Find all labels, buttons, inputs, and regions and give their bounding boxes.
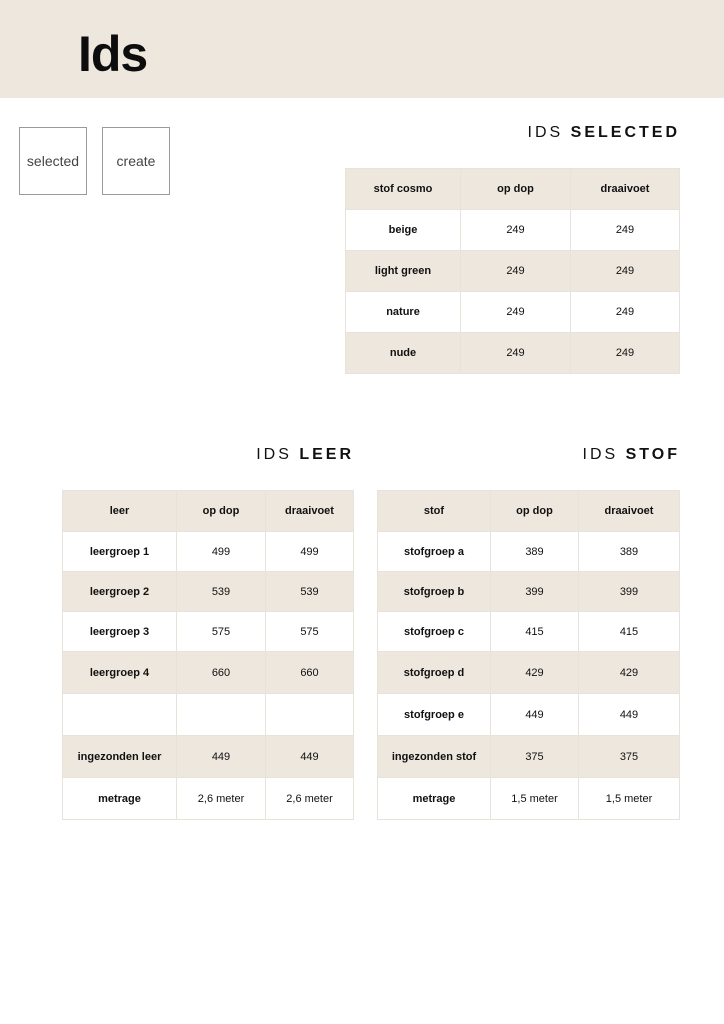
row-label: nude	[346, 333, 461, 374]
row-label: metrage	[378, 778, 491, 820]
cell-value: 389	[491, 532, 579, 572]
cell-value: 249	[571, 333, 680, 374]
leer-table	[62, 490, 354, 820]
table-row	[63, 612, 354, 652]
row-label: nature	[346, 292, 461, 333]
leer-title-light: IDS	[256, 446, 292, 463]
leer-section-title	[256, 445, 354, 465]
stof-table	[377, 490, 680, 820]
table-header-row	[346, 169, 680, 210]
table-row	[346, 251, 680, 292]
table-row	[378, 652, 680, 694]
table-row	[378, 778, 680, 820]
column-header: op dop	[461, 169, 571, 210]
cell-value: 499	[177, 532, 266, 572]
cell-value: 375	[491, 736, 579, 778]
cell-value: 249	[461, 292, 571, 333]
table-row	[378, 532, 680, 572]
cell-value: 660	[266, 652, 354, 694]
table-row	[63, 572, 354, 612]
column-header: stof cosmo	[346, 169, 461, 210]
table-row	[63, 736, 354, 778]
cell-value: 449	[491, 694, 579, 736]
cell-value: 660	[177, 652, 266, 694]
cell-value	[177, 694, 266, 736]
stof-title-bold: STOF	[625, 446, 680, 463]
table-row	[63, 652, 354, 694]
row-label: metrage	[63, 778, 177, 820]
table-row	[378, 572, 680, 612]
create-button[interactable]: create	[102, 127, 170, 195]
cell-value: 449	[579, 694, 680, 736]
row-label: ingezonden stof	[378, 736, 491, 778]
page-title: Ids	[78, 26, 148, 82]
cell-value: 399	[491, 572, 579, 612]
cell-value: 429	[491, 652, 579, 694]
row-label	[63, 694, 177, 736]
column-header: draaivoet	[571, 169, 680, 210]
stof-title-light: IDS	[582, 446, 619, 463]
selected-title-light: IDS	[527, 124, 564, 141]
cell-value: 249	[571, 210, 680, 251]
table-header-row	[378, 491, 680, 532]
table-row	[63, 778, 354, 820]
cell-value: 389	[579, 532, 680, 572]
cell-value: 429	[579, 652, 680, 694]
table-row	[63, 532, 354, 572]
cell-value	[266, 694, 354, 736]
table-row	[378, 736, 680, 778]
selected-table	[345, 168, 680, 374]
row-label: beige	[346, 210, 461, 251]
table-row	[346, 292, 680, 333]
table-row	[378, 612, 680, 652]
cell-value: 449	[266, 736, 354, 778]
leer-title-bold: LEER	[299, 446, 354, 463]
selected-button[interactable]: selected	[19, 127, 87, 195]
table-row	[63, 694, 354, 736]
table-row	[378, 694, 680, 736]
column-header: draaivoet	[266, 491, 354, 532]
cell-value: 249	[461, 251, 571, 292]
cell-value: 2,6 meter	[266, 778, 354, 820]
column-header: op dop	[177, 491, 266, 532]
stof-section-title	[583, 445, 681, 465]
cell-value: 539	[177, 572, 266, 612]
row-label: stofgroep d	[378, 652, 491, 694]
cell-value: 499	[266, 532, 354, 572]
column-header: draaivoet	[579, 491, 680, 532]
cell-value: 249	[461, 333, 571, 374]
cell-value: 1,5 meter	[579, 778, 680, 820]
cell-value: 415	[579, 612, 680, 652]
cell-value: 449	[177, 736, 266, 778]
column-header: leer	[63, 491, 177, 532]
column-header: stof	[378, 491, 491, 532]
cell-value: 249	[461, 210, 571, 251]
row-label: leergroep 2	[63, 572, 177, 612]
column-header: op dop	[491, 491, 579, 532]
cell-value: 1,5 meter	[491, 778, 579, 820]
cell-value: 249	[571, 292, 680, 333]
row-label: leergroep 3	[63, 612, 177, 652]
row-label: stofgroep a	[378, 532, 491, 572]
table-header-row	[63, 491, 354, 532]
row-label: leergroep 4	[63, 652, 177, 694]
table-row	[346, 210, 680, 251]
table-row	[346, 333, 680, 374]
row-label: stofgroep c	[378, 612, 491, 652]
cell-value: 415	[491, 612, 579, 652]
cell-value: 375	[579, 736, 680, 778]
selected-title-bold: SELECTED	[570, 124, 680, 141]
selected-section-title	[528, 123, 680, 143]
cell-value: 399	[579, 572, 680, 612]
cell-value: 2,6 meter	[177, 778, 266, 820]
row-label: stofgroep e	[378, 694, 491, 736]
row-label: leergroep 1	[63, 532, 177, 572]
row-label: ingezonden leer	[63, 736, 177, 778]
row-label: stofgroep b	[378, 572, 491, 612]
row-label: light green	[346, 251, 461, 292]
cell-value: 249	[571, 251, 680, 292]
cell-value: 539	[266, 572, 354, 612]
page-header	[0, 0, 724, 98]
cell-value: 575	[177, 612, 266, 652]
cell-value: 575	[266, 612, 354, 652]
